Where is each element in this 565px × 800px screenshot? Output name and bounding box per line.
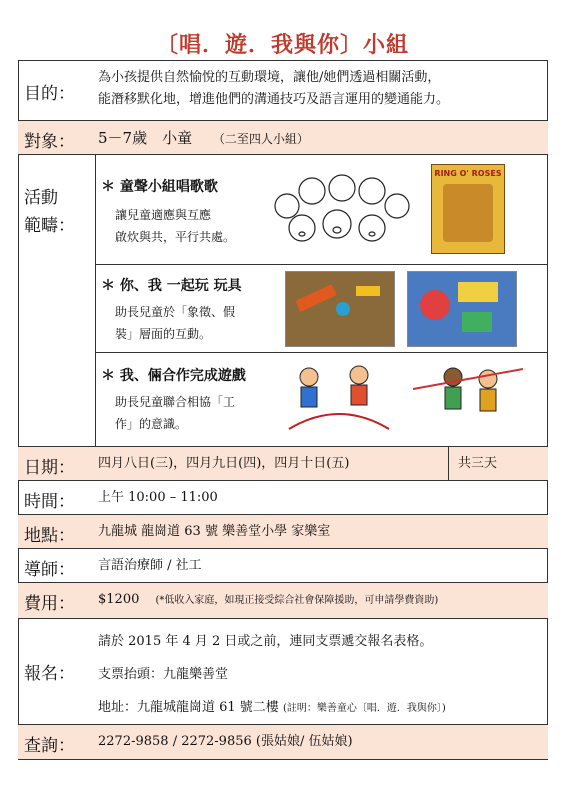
activities-label-1: 活動: [24, 188, 58, 208]
time-value: 上午 10:00 – 11:00: [98, 490, 218, 505]
children-playing-image: [279, 359, 399, 441]
activities-label-2: 範疇：: [24, 216, 75, 236]
register-address: 地址：九龍城龍崗道 61 號二樓: [98, 700, 279, 715]
date-divider: [448, 446, 449, 480]
page-title: 〔唱．遊．我與你〕小組: [155, 32, 409, 58]
activity-1-desc: [115, 204, 235, 248]
purpose-label: 目的：: [24, 84, 75, 104]
register-line-3: [98, 691, 544, 725]
fee-label: 費用：: [24, 594, 75, 614]
tutor-row: [18, 548, 548, 582]
toy-4: [420, 290, 450, 320]
date-value: 四月八日(三)，四月九日(四)，四月十日(五): [98, 456, 350, 471]
book-cover-art: [443, 184, 493, 242]
singing-children-image: [267, 166, 415, 256]
toy-1: [295, 284, 336, 312]
enquiry-label: 查詢：: [24, 736, 75, 756]
register-line-1: 請於 2015 年 4 月 2 日或之前，連同支票遞交報名表格。: [98, 634, 433, 649]
toys-image-1: [285, 271, 395, 347]
register-row: [18, 618, 548, 724]
tutor-label: 導師：: [24, 560, 75, 580]
venue-value: 九龍城 龍崗道 63 號 樂善堂小學 家樂室: [98, 524, 331, 539]
time-label: 時間：: [24, 492, 75, 512]
date-row: [18, 446, 548, 480]
enquiry-value: 2272-9858 / 2272-9856 (張姑娘/ 伍姑娘): [98, 734, 353, 749]
fee-note: (*低收入家庭，如現正接受綜合社會保障援助，可申請學費資助): [155, 595, 439, 606]
activity-3-desc-line-2: 作」的意識。: [115, 417, 188, 431]
toy-2: [336, 302, 350, 316]
purpose-line-2: 能潛移默化地，增進他們的溝通技巧及語言運用的變通能力。: [98, 92, 450, 107]
activity-item-3: [95, 352, 548, 446]
activity-3-desc-line-1: 助長兒童聯合相協「工: [115, 395, 236, 409]
target-row: [18, 120, 548, 154]
purpose-line-1: 為小孩提供自然愉悅的互動環境，讓他/她們透過相關活動，: [98, 70, 441, 85]
venue-label: 地點：: [24, 526, 75, 546]
book-title: RING O' ROSES: [434, 169, 502, 178]
activity-item-1: [95, 154, 548, 264]
toys-image-2: [407, 271, 517, 347]
toy-6: [462, 312, 492, 332]
target-note: （二至四人小組）: [212, 132, 309, 146]
toy-3: [356, 286, 380, 296]
ring-o-roses-book-image: [431, 164, 505, 254]
purpose-row: [18, 60, 548, 120]
venue-row: [18, 514, 548, 548]
fee-wrap: [98, 589, 544, 612]
activity-1-desc-line-1: 讓兒童適應與互應: [115, 208, 212, 222]
activity-2-desc: [115, 301, 235, 345]
date-total: 共三天: [458, 456, 498, 471]
register-address-note: (註明：樂善童心〔唱．遊．我與你〕): [282, 703, 446, 714]
children-finish-line-image: [413, 359, 523, 441]
enquiry-row: [18, 724, 548, 760]
activity-1-title: ＊ 童聲小組唱歌歌: [101, 179, 218, 195]
activity-2-desc-line-1: 助長兒童於「象徵、假: [115, 305, 236, 319]
activity-2-desc-line-2: 裝」層面的互動。: [115, 327, 212, 341]
fee-row: [18, 582, 548, 618]
target-value-wrap: [98, 127, 544, 150]
date-label: 日期：: [24, 458, 75, 478]
activity-3-title: ＊ 我、倆合作完成遊戲: [101, 368, 246, 384]
fee-value: $1200: [98, 592, 140, 607]
register-label: 報名：: [24, 664, 75, 684]
register-line-2: 支票抬頭：九龍樂善堂: [98, 667, 229, 682]
activity-3-desc: [115, 391, 235, 435]
target-label: 對象：: [24, 132, 75, 152]
target-value: 5－7歲 小童: [98, 129, 193, 147]
register-text: [98, 625, 544, 725]
activity-2-title: ＊ 你、我 一起玩 玩具: [101, 278, 242, 294]
activity-1-desc-line-2: 啟炊與共，平行共處。: [115, 230, 236, 244]
purpose-text: [98, 67, 544, 111]
activity-item-2: [95, 264, 548, 352]
time-row: [18, 480, 548, 514]
toy-5: [458, 282, 498, 302]
tutor-value: 言語治療師 / 社工: [98, 558, 202, 573]
